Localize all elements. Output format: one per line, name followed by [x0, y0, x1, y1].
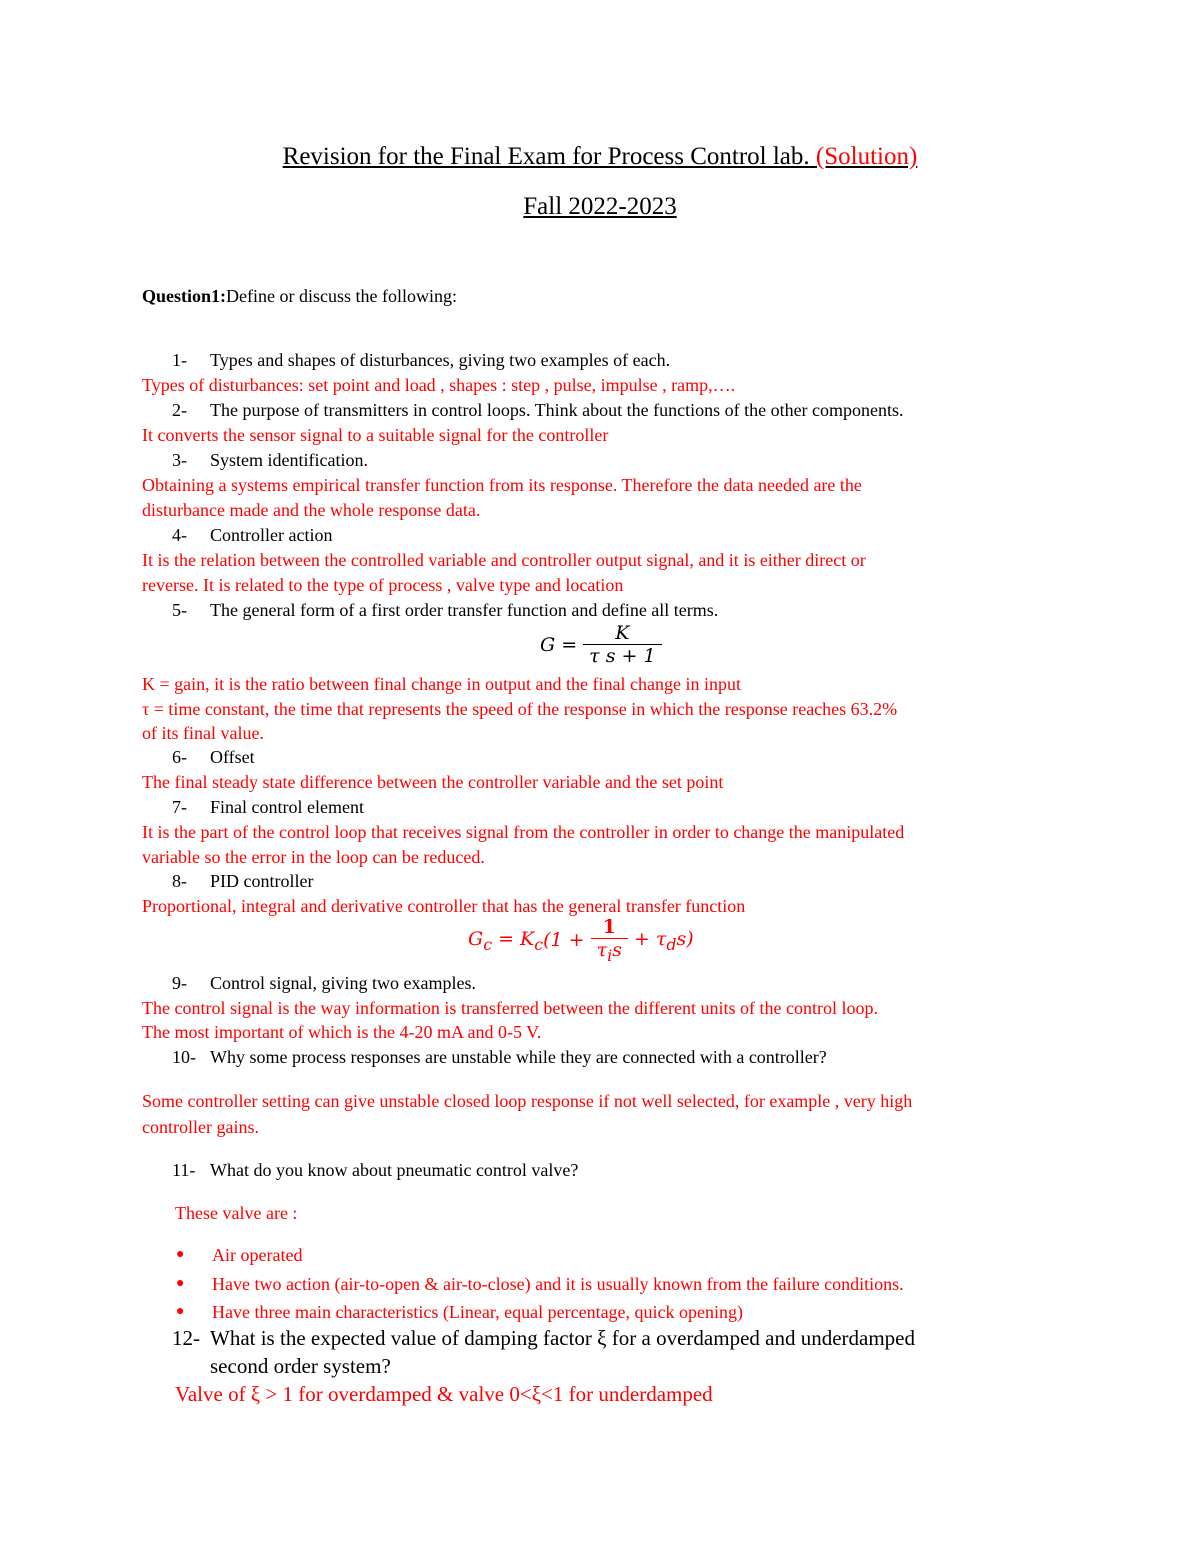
pid-open: (1 + — [543, 929, 585, 952]
item-1-answer: Types of disturbances: set point and load , shapes : step , pulse, impulse , ramp,…. — [142, 375, 736, 395]
item-9-answer-line1: The control signal is the way information is transferred between the different units of the control loop. — [142, 998, 878, 1018]
item-number: 10- — [172, 1047, 196, 1067]
equation-lhs: G = — [540, 633, 578, 656]
item-question-text: Offset — [210, 747, 255, 767]
item-number: 11- — [172, 1160, 196, 1180]
bullet-icon: ● — [176, 1276, 185, 1291]
item-number: 6- — [172, 747, 187, 767]
bullet-text: Air operated — [212, 1245, 303, 1265]
item-number: 2- — [172, 400, 187, 420]
item-8-question — [172, 871, 313, 892]
bullet-text: Have two action (air-to-open & air-to-close) and it is usually known from the failure conditions. — [212, 1274, 904, 1294]
item-number: 3- — [172, 450, 187, 470]
item-6-question — [172, 747, 255, 768]
item-12-question-line1 — [172, 1326, 915, 1351]
term-title: Fall 2022-2023 — [523, 193, 677, 220]
item-6-answer: The final steady state difference between the controller variable and the set point — [142, 772, 724, 792]
first-order-equation — [540, 622, 668, 667]
item-number: 9- — [172, 973, 187, 993]
item-1-question — [172, 350, 670, 371]
pid-lhs-sub: c — [483, 934, 493, 954]
question-prompt: Define or discuss the following: — [226, 286, 457, 306]
item-3-answer-line2: disturbance made and the whole response data. — [142, 500, 481, 520]
item-question-text: PID controller — [210, 871, 314, 891]
item-3-question — [172, 450, 368, 471]
item-7-answer-line2: variable so the error in the loop can be reduced. — [142, 847, 485, 867]
item-5-question — [172, 600, 718, 621]
solution-label: (Solution) — [815, 143, 918, 170]
bullet-text: Have three main characteristics (Linear, equal percentage, quick opening) — [212, 1302, 744, 1322]
item-4-answer-line1: It is the relation between the controlled variable and controller output signal, and it is either direct or — [142, 550, 866, 570]
item-question-text: System identification. — [210, 450, 368, 470]
equation-fraction — [583, 622, 661, 667]
item-question-text: Controller action — [210, 525, 333, 545]
item-number: 7- — [172, 797, 187, 817]
item-number: 1- — [172, 350, 187, 370]
item-number: 5- — [172, 600, 187, 620]
pid-tail — [634, 928, 694, 954]
item-12-answer: Valve of ξ > 1 for overdamped & valve 0<ξ<1 for underdamped — [175, 1382, 713, 1406]
question-heading — [142, 286, 457, 307]
item-7-question — [172, 797, 364, 818]
equation-numerator: K — [615, 622, 630, 644]
title-text: Revision for the Final Exam for Process Control lab. — [282, 143, 810, 170]
item-2-question — [172, 400, 904, 421]
item-4-question — [172, 525, 332, 546]
item-11-answer: These valve are : — [175, 1203, 298, 1223]
question-label: Question1: — [142, 286, 227, 306]
pid-tail-sub: d — [666, 934, 677, 954]
item-question-text: Final control element — [210, 797, 364, 817]
item-question-text: The purpose of transmitters in control loops. Think about the functions of the other components. — [210, 400, 904, 420]
item-question-text: What do you know about pneumatic control valve? — [210, 1160, 579, 1180]
pid-den-sub: i — [607, 945, 613, 965]
bullet-item — [176, 1302, 744, 1323]
equation-denominator: τ s + 1 — [583, 644, 661, 667]
bullet-icon: ● — [176, 1247, 185, 1262]
pid-close: s) — [676, 927, 694, 950]
item-number: 12- — [172, 1326, 200, 1350]
item-number: 4- — [172, 525, 187, 545]
item-3-answer-line1: Obtaining a systems empirical transfer function from its response. Therefore the data needed are the — [142, 475, 862, 495]
pid-den-symbol: τ — [596, 939, 608, 961]
item-question-text: The general form of a first order transfer function and define all terms. — [210, 600, 719, 620]
pid-gain — [498, 928, 543, 954]
item-question-text: Control signal, giving two examples. — [210, 973, 476, 993]
bullet-icon: ● — [176, 1304, 185, 1319]
item-12-question-line2: second order system? — [210, 1354, 391, 1378]
pid-lhs-symbol: G — [468, 927, 484, 950]
item-question-text: Why some process responses are unstable while they are connected with a controller? — [210, 1047, 827, 1067]
item-10-answer-line2: controller gains. — [142, 1117, 259, 1137]
item-8-answer: Proportional, integral and derivative controller that has the general transfer function — [142, 896, 746, 916]
bullet-item — [176, 1274, 904, 1295]
item-9-answer-line2: The most important of which is the 4-20 mA and 0-5 V. — [142, 1022, 542, 1042]
bullet-item — [176, 1245, 303, 1266]
item-5-answer-line2: τ = time constant, the time that represents the speed of the response in which the response reaches 63.2% — [142, 699, 898, 719]
pid-gain-sub: c — [534, 934, 544, 954]
item-10-answer-line1: Some controller setting can give unstable closed loop response if not well selected, for example , very high — [142, 1091, 913, 1111]
item-number: 8- — [172, 871, 187, 891]
pid-numerator: 1 — [602, 916, 616, 938]
item-question-text: What is the expected value of damping factor ξ for a overdamped and underdamped — [210, 1326, 915, 1350]
item-5-answer-line1: K = gain, it is the ratio between final change in output and the final change in input — [142, 674, 741, 694]
item-question-text: Types and shapes of disturbances, giving two examples of each. — [210, 350, 671, 370]
pid-den-tail: s — [612, 939, 622, 961]
pid-equation — [468, 916, 694, 965]
item-7-answer-line1: It is the part of the control loop that receives signal from the controller in order to change the manipulated — [142, 822, 905, 842]
item-5-answer-line3: of its final value. — [142, 723, 264, 743]
pid-tail-symbol: + τ — [633, 927, 667, 950]
document-title — [0, 143, 1200, 171]
pid-gain-symbol: = K — [498, 927, 535, 950]
item-10-question — [172, 1047, 827, 1068]
item-2-answer: It converts the sensor signal to a suitable signal for the controller — [142, 425, 609, 445]
item-4-answer-line2: reverse. It is related to the type of process , valve type and location — [142, 575, 624, 595]
item-11-question — [172, 1160, 578, 1181]
item-9-question — [172, 973, 476, 994]
pid-lhs — [468, 928, 492, 954]
pid-fraction — [591, 916, 628, 965]
pid-denominator — [591, 938, 628, 965]
